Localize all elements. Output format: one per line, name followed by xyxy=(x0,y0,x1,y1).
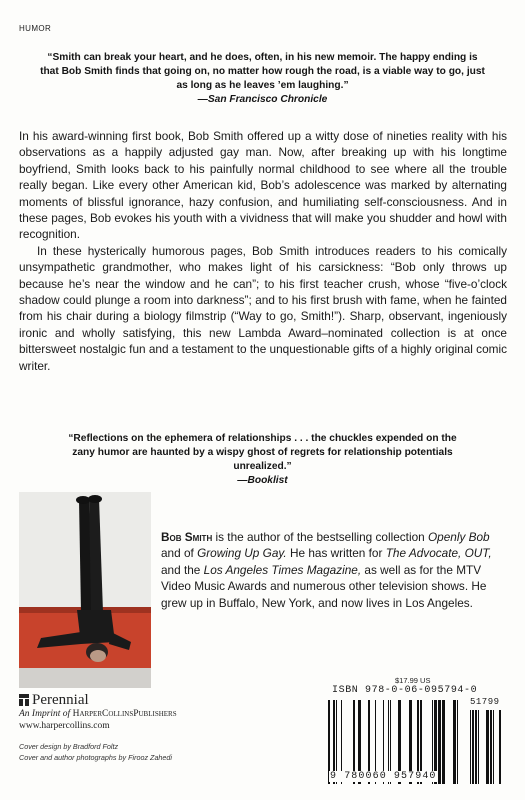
category-label: HUMOR xyxy=(19,24,52,33)
bio-publication-2: Los Angeles Times Magazine, xyxy=(203,562,362,577)
cover-design-credit: Cover design by Bradford Foltz xyxy=(19,742,119,751)
publisher-website[interactable]: www.harpercollins.com xyxy=(19,721,110,731)
author-photo xyxy=(19,492,151,688)
back-review-blurb xyxy=(60,432,465,488)
description-paragraph-1: In his award-winning first book, Bob Smith offered up a witty dose of nineties reality with his observations as a happily adjusted gay man. Now, after breaking up with his longtime boyfriend, Smith looks back to his painfully normal childhood to see where all the trouble really began. Like every other American kid, Bob’s adolescence was marked by alternating moments of blissful ignorance, hazy confusion, and humiliating self-consciousness. And in these pages, Bob evokes his youth with a vividness that will make you shudder and howl with recognition. xyxy=(19,129,507,242)
bio-text-4: and the xyxy=(161,562,204,577)
description-paragraph-2: In these hysterically humorous pages, Bob Smith introduces readers to his comically unsympathetic grandmother, who makes light of his carsickness: “Bob only throws up because he’s near the window and he can”; to his first teacher crush, whose “five-o’clock shadow could plunge a room into darkness”; and to his first brush with fame, when he fainted from his chair during a biology filmstrip (“Way to go, Smith!”). Sharp, observant, ingeniously ironic and wholly satisfying, this new Lambda Award–nominated collection is at once bittersweet nostalgic fun and a testament to the unquestionable gifts of a highly original comic writer. xyxy=(19,243,507,373)
price-label: $17.99 US xyxy=(395,676,431,685)
photo-credit: Cover and author photographs by Firooz Zahedi xyxy=(19,753,173,762)
bio-text-3: He has written for xyxy=(286,546,386,561)
bio-text-5: as well as for the MTV Video Music Awards and numerous other television shows. He grew up in Buffalo, New York, and now lives in Los Angeles. xyxy=(161,562,487,610)
isbn-text: ISBN 978-0-06-095794-0 xyxy=(332,685,478,696)
price-addon-digits: 51799 xyxy=(470,697,500,707)
bio-book-2: Growing Up Gay. xyxy=(197,546,287,561)
publisher-logo-text: Perennial xyxy=(32,692,89,708)
book-description xyxy=(19,128,507,374)
front-review-attribution: —San Francisco Chronicle xyxy=(197,94,328,105)
imprint-publisher-name: HarperCollinsPublishers xyxy=(72,709,177,719)
ean-digits: 9 780060 957940 xyxy=(330,771,437,782)
back-review-attribution: —Booklist xyxy=(237,475,288,486)
back-review-quote: “Reflections on the ephemera of relationships . . . the chuckles expended on the zany humor are haunted by a wispy ghost of regrets for relationship potentials unrealized.” xyxy=(68,433,457,472)
publisher-imprint xyxy=(19,709,177,719)
bio-text-2: and of xyxy=(161,546,198,561)
bio-author-name: Bob Smith xyxy=(161,530,213,544)
author-bio xyxy=(161,529,503,611)
front-review-quote: “Smith can break your heart, and he does, often, in his new memoir. The happy ending is that Bob Smith finds that going on, no matter how rough the road, is a viable way to go, just as long as he leaves ’em laughing.” xyxy=(40,52,485,91)
front-review-blurb xyxy=(40,51,485,107)
bio-text-1: is the author of the bestselling collection xyxy=(212,530,428,544)
bio-book-1: Openly Bob xyxy=(427,530,490,544)
imprint-prefix: An Imprint of xyxy=(19,709,73,719)
bio-publication-1: The Advocate, OUT, xyxy=(385,546,492,561)
